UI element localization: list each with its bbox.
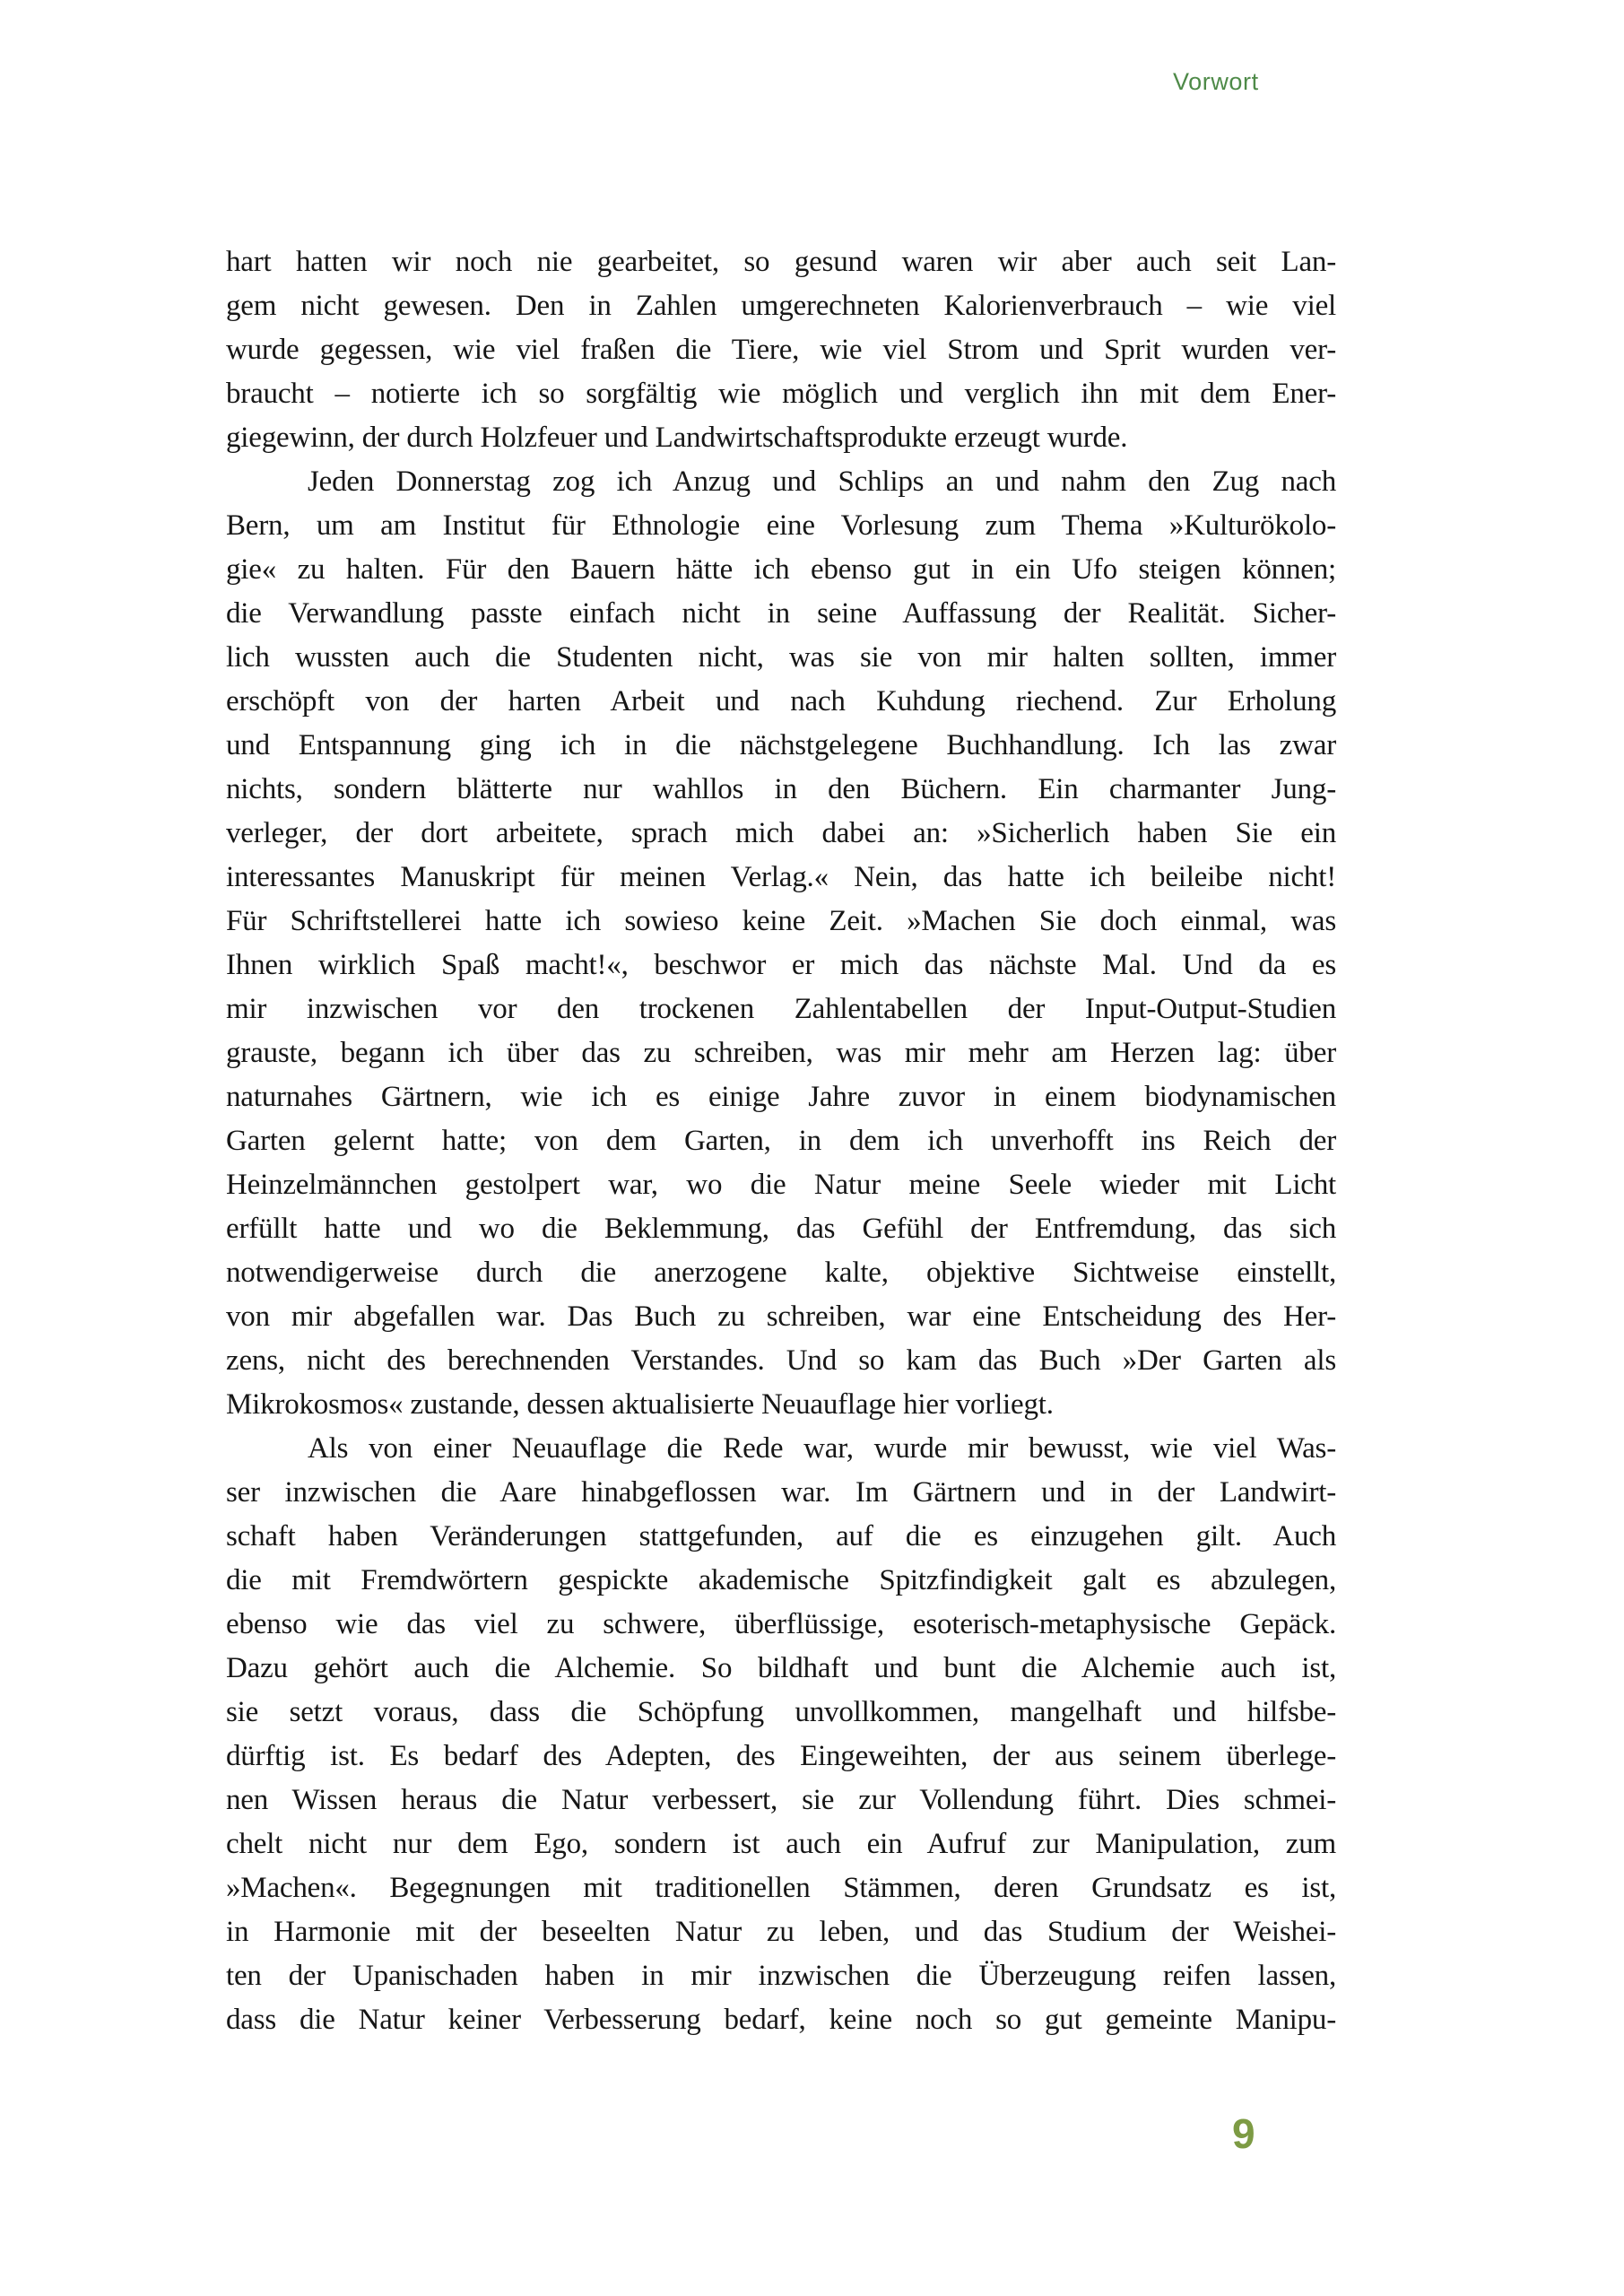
text-line: nen Wissen heraus die Natur verbessert, sie zur Vollendung führt. Dies schmei- — [226, 1784, 1336, 1816]
text-line: nichts, sondern blätterte nur wahllos in den Büchern. Ein charmanter Jung- — [226, 773, 1336, 805]
page-number: 9 — [1232, 2110, 1255, 2157]
text-line: hart hatten wir noch nie gearbeitet, so gesund waren wir aber auch seit Lan- — [226, 246, 1336, 278]
text-line: mir inzwischen vor den trockenen Zahlentabellen der Input-Output-Studien — [226, 993, 1336, 1025]
text-line: ser inzwischen die Aare hinabgeflossen war. Im Gärtnern und in der Landwirt- — [226, 1476, 1336, 1509]
text-line: Als von einer Neuauflage die Rede war, wurde mir bewusst, wie viel Was- — [308, 1432, 1336, 1465]
text-line: Ihnen wirklich Spaß macht!«, beschwor er mich das nächste Mal. Und da es — [226, 949, 1336, 981]
text-line: dürftig ist. Es bedarf des Adepten, des Eingeweihten, der aus seinem überlege- — [226, 1740, 1336, 1772]
text-line: erschöpft von der harten Arbeit und nach Kuhdung riechend. Zur Erholung — [226, 685, 1336, 718]
text-line: gie« zu halten. Für den Bauern hätte ich ebenso gut in ein Ufo steigen können; — [226, 553, 1336, 586]
text-line: von mir abgefallen war. Das Buch zu schreiben, war eine Entscheidung des Her- — [226, 1300, 1336, 1333]
text-line: schaft haben Veränderungen stattgefunden, auf die es einzugehen gilt. Auch — [226, 1520, 1336, 1552]
text-line: und Entspannung ging ich in die nächstgelegene Buchhandlung. Ich las zwar — [226, 729, 1336, 761]
text-line: notwendigerweise durch die anerzogene kalte, objektive Sichtweise einstellt, — [226, 1257, 1336, 1289]
text-line: die mit Fremdwörtern gespickte akademische Spitzfindigkeit galt es abzulegen, — [226, 1564, 1336, 1596]
text-line: Heinzelmännchen gestolpert war, wo die Natur meine Seele wieder mit Licht — [226, 1169, 1336, 1201]
text-line: sie setzt voraus, dass die Schöpfung unvollkommen, mangelhaft und hilfsbe- — [226, 1696, 1336, 1728]
text-line: Dazu gehört auch die Alchemie. So bildhaft und bunt die Alchemie auch ist, — [226, 1652, 1336, 1684]
text-line: Garten gelernt hatte; von dem Garten, in dem ich unverhofft ins Reich der — [226, 1125, 1336, 1157]
running-header: Vorwort — [1173, 68, 1259, 95]
text-line: ebenso wie das viel zu schwere, überflüssige, esoterisch-metaphysische Gepäck. — [226, 1608, 1336, 1640]
text-line: Mikrokosmos« zustande, dessen aktualisierte Neuauflage hier vorliegt. — [226, 1388, 1054, 1421]
text-line: chelt nicht nur dem Ego, sondern ist auch ein Aufruf zur Manipulation, zum — [226, 1828, 1336, 1860]
text-line: zens, nicht des berechnenden Verstandes. Und so kam das Buch »Der Garten als — [226, 1344, 1336, 1377]
text-line: gem nicht gewesen. Den in Zahlen umgerechneten Kalorienverbrauch – wie viel — [226, 290, 1336, 322]
text-line: grauste, begann ich über das zu schreiben, was mir mehr am Herzen lag: über — [226, 1037, 1336, 1069]
text-line: dass die Natur keiner Verbesserung bedarf, keine noch so gut gemeinte Manipu- — [226, 2004, 1336, 2036]
text-line: verleger, der dort arbeitete, sprach mich dabei an: »Sicherlich haben Sie ein — [226, 817, 1336, 849]
text-line: die Verwandlung passte einfach nicht in seine Auffassung der Realität. Sicher- — [226, 597, 1336, 630]
text-line: wurde gegessen, wie viel fraßen die Tiere, wie viel Strom und Sprit wurden ver- — [226, 334, 1336, 366]
text-line: Für Schriftstellerei hatte ich sowieso keine Zeit. »Machen Sie doch einmal, was — [226, 905, 1336, 937]
text-line: lich wussten auch die Studenten nicht, was sie von mir halten sollten, immer — [226, 641, 1336, 674]
text-line: in Harmonie mit der beseelten Natur zu leben, und das Studium der Weishei- — [226, 1916, 1336, 1948]
text-line: naturnahes Gärtnern, wie ich es einige Jahre zuvor in einem biodynamischen — [226, 1081, 1336, 1113]
text-line: Jeden Donnerstag zog ich Anzug und Schlips an und nahm den Zug nach — [308, 465, 1336, 498]
text-line: ten der Upanischaden haben in mir inzwischen die Überzeugung reifen lassen, — [226, 1960, 1336, 1992]
text-line: erfüllt hatte und wo die Beklemmung, das Gefühl der Entfremdung, das sich — [226, 1213, 1336, 1245]
text-line: Bern, um am Institut für Ethnologie eine Vorlesung zum Thema »Kulturökolo- — [226, 509, 1336, 542]
text-line: giegewinn, der durch Holzfeuer und Landwirtschaftsprodukte erzeugt wurde. — [226, 422, 1128, 454]
text-line: »Machen«. Begegnungen mit traditionellen Stämmen, deren Grundsatz es ist, — [226, 1872, 1336, 1904]
text-line: interessantes Manuskript für meinen Verlag.« Nein, das hatte ich beileibe nicht! — [226, 861, 1336, 893]
text-line: braucht – notierte ich so sorgfältig wie möglich und verglich ihn mit dem Ener- — [226, 378, 1336, 410]
body-text-block — [226, 240, 1336, 2042]
